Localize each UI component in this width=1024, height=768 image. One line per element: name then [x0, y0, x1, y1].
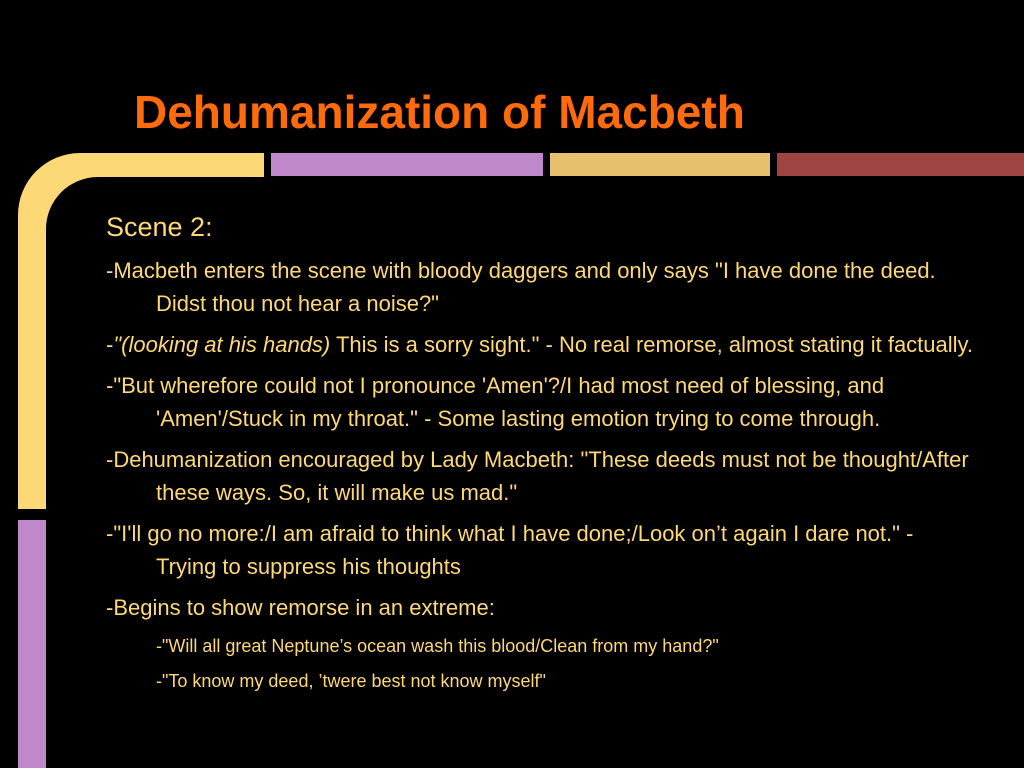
bullet-point-6: -Begins to show remorse in an extreme: [106, 595, 495, 620]
sub-point-2: -"To know my deed, ’twere best not know myself" [156, 671, 546, 691]
slide-body [106, 210, 976, 702]
decorative-bar-purple [271, 153, 543, 176]
decorative-bar-red [777, 153, 1024, 176]
slide-title: Dehumanization of Macbeth [134, 86, 745, 138]
bullet-point-2-rest: This is a sorry sight." - No real remorse, almost stating it factually. [330, 332, 974, 357]
decorative-bar-gold [550, 153, 770, 176]
bullet-point-5: -"I'll go no more:/I am afraid to think what I have done;/Look on’t again I dare not." - Trying to suppress his thoughts [106, 521, 914, 579]
bullet-point-4: -Dehumanization encouraged by Lady Macbeth: "These deeds must not be thought/After these ways. So, it will make us mad." [106, 447, 969, 505]
bullet-point-3: -"But wherefore could not I pronounce 'Amen'?/I had most need of blessing, and 'Amen'/Stuck in my throat." - Some lasting emotion trying to come through. [106, 373, 885, 431]
decorative-side-bar-purple [18, 520, 46, 768]
sub-point-1: -"Will all great Neptune’s ocean wash this blood/Clean from my hand?" [156, 636, 719, 656]
bullet-prefix: - [106, 332, 114, 357]
bullet-point-2 [106, 328, 976, 361]
scene-heading: Scene 2: [106, 212, 213, 242]
bullet-point-1: -Macbeth enters the scene with bloody daggers and only says "I have done the deed. Didst thou not hear a noise?" [106, 258, 936, 316]
stage-direction-italic: "(looking at his hands) [113, 332, 331, 357]
